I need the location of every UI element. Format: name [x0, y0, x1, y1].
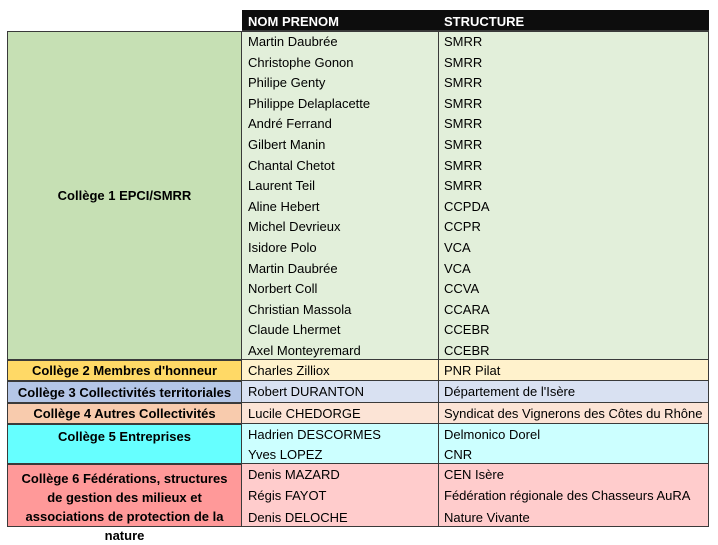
college-label: Collège 4 Autres Collectivités: [7, 403, 242, 424]
member-name: Charles Zilliox: [248, 363, 330, 378]
member-name: Claude Lhermet: [248, 322, 341, 338]
member-name: Philipe Genty: [248, 75, 326, 91]
member-structure: SMRR: [444, 157, 483, 173]
member-name: Denis MAZARD: [248, 467, 340, 482]
member-name: André Ferrand: [248, 116, 332, 132]
member-structure: SMRR: [444, 54, 483, 70]
member-name: Laurent Teil: [248, 178, 315, 194]
member-structure: CCEBR: [444, 322, 490, 338]
member-name: Hadrien DESCORMES: [248, 427, 381, 442]
member-structure: VCA: [444, 260, 471, 276]
member-name: Martin Daubrée: [248, 34, 338, 49]
member-name: Norbert Coll: [248, 281, 318, 297]
member-structure: Fédération régionale des Chasseurs AuRA: [444, 488, 691, 503]
member-structure: SMRR: [444, 95, 483, 111]
member-structure: CCEBR: [444, 343, 490, 358]
member-structure: Syndicat des Vignerons des Côtes du Rhône: [444, 406, 703, 421]
college-label: Collège 2 Membres d'honneur: [7, 360, 242, 381]
member-name: Christian Massola: [248, 301, 352, 317]
member-name: Chantal Chetot: [248, 157, 335, 173]
member-name: Denis DELOCHE: [248, 510, 348, 525]
member-name: Aline Hebert: [248, 198, 320, 214]
member-name: Axel Monteyremard: [248, 343, 361, 358]
member-name: Lucile CHEDORGE: [248, 406, 361, 421]
member-structure: SMRR: [444, 178, 483, 194]
header-structure: STRUCTURE: [438, 10, 709, 31]
member-name: Yves LOPEZ: [248, 447, 323, 462]
member-name: Philippe Delaplacette: [248, 95, 371, 111]
member-structure: Nature Vivante: [444, 510, 530, 525]
member-structure: SMRR: [444, 34, 483, 49]
member-structure: PNR Pilat: [444, 363, 501, 378]
member-name: Régis FAYOT: [248, 488, 327, 503]
member-structure: SMRR: [444, 137, 483, 152]
college-label: Collège 1 EPCI/SMRR: [7, 31, 242, 360]
college-label: Collège 3 Collectivités territoriales: [7, 381, 242, 403]
member-name: Christophe Gonon: [248, 54, 354, 70]
member-name: Michel Devrieux: [248, 219, 341, 235]
member-structure: CCPR: [444, 219, 481, 235]
member-structure: Département de l'Isère: [444, 384, 576, 399]
member-name: Robert DURANTON: [248, 384, 365, 399]
member-name: Gilbert Manin: [248, 137, 326, 152]
member-name: Martin Daubrée: [248, 260, 338, 276]
member-structure: CNR: [444, 447, 473, 462]
member-structure: CCVA: [444, 281, 480, 297]
member-name: Isidore Polo: [248, 240, 317, 255]
member-structure: SMRR: [444, 116, 483, 132]
member-structure: SMRR: [444, 75, 483, 91]
member-structure: CEN Isère: [444, 467, 504, 482]
member-structure: Delmonico Dorel: [444, 427, 541, 442]
member-structure: CCPDA: [444, 198, 490, 214]
member-structure: CCARA: [444, 301, 490, 317]
college-label: Collège 6 Fédérations, structures de gestion des milieux et associations de protection de la nature: [7, 464, 242, 527]
member-structure: VCA: [444, 240, 471, 255]
college-label: Collège 5 Entreprises: [7, 424, 242, 464]
header-name: NOM PRENOM: [242, 10, 438, 31]
